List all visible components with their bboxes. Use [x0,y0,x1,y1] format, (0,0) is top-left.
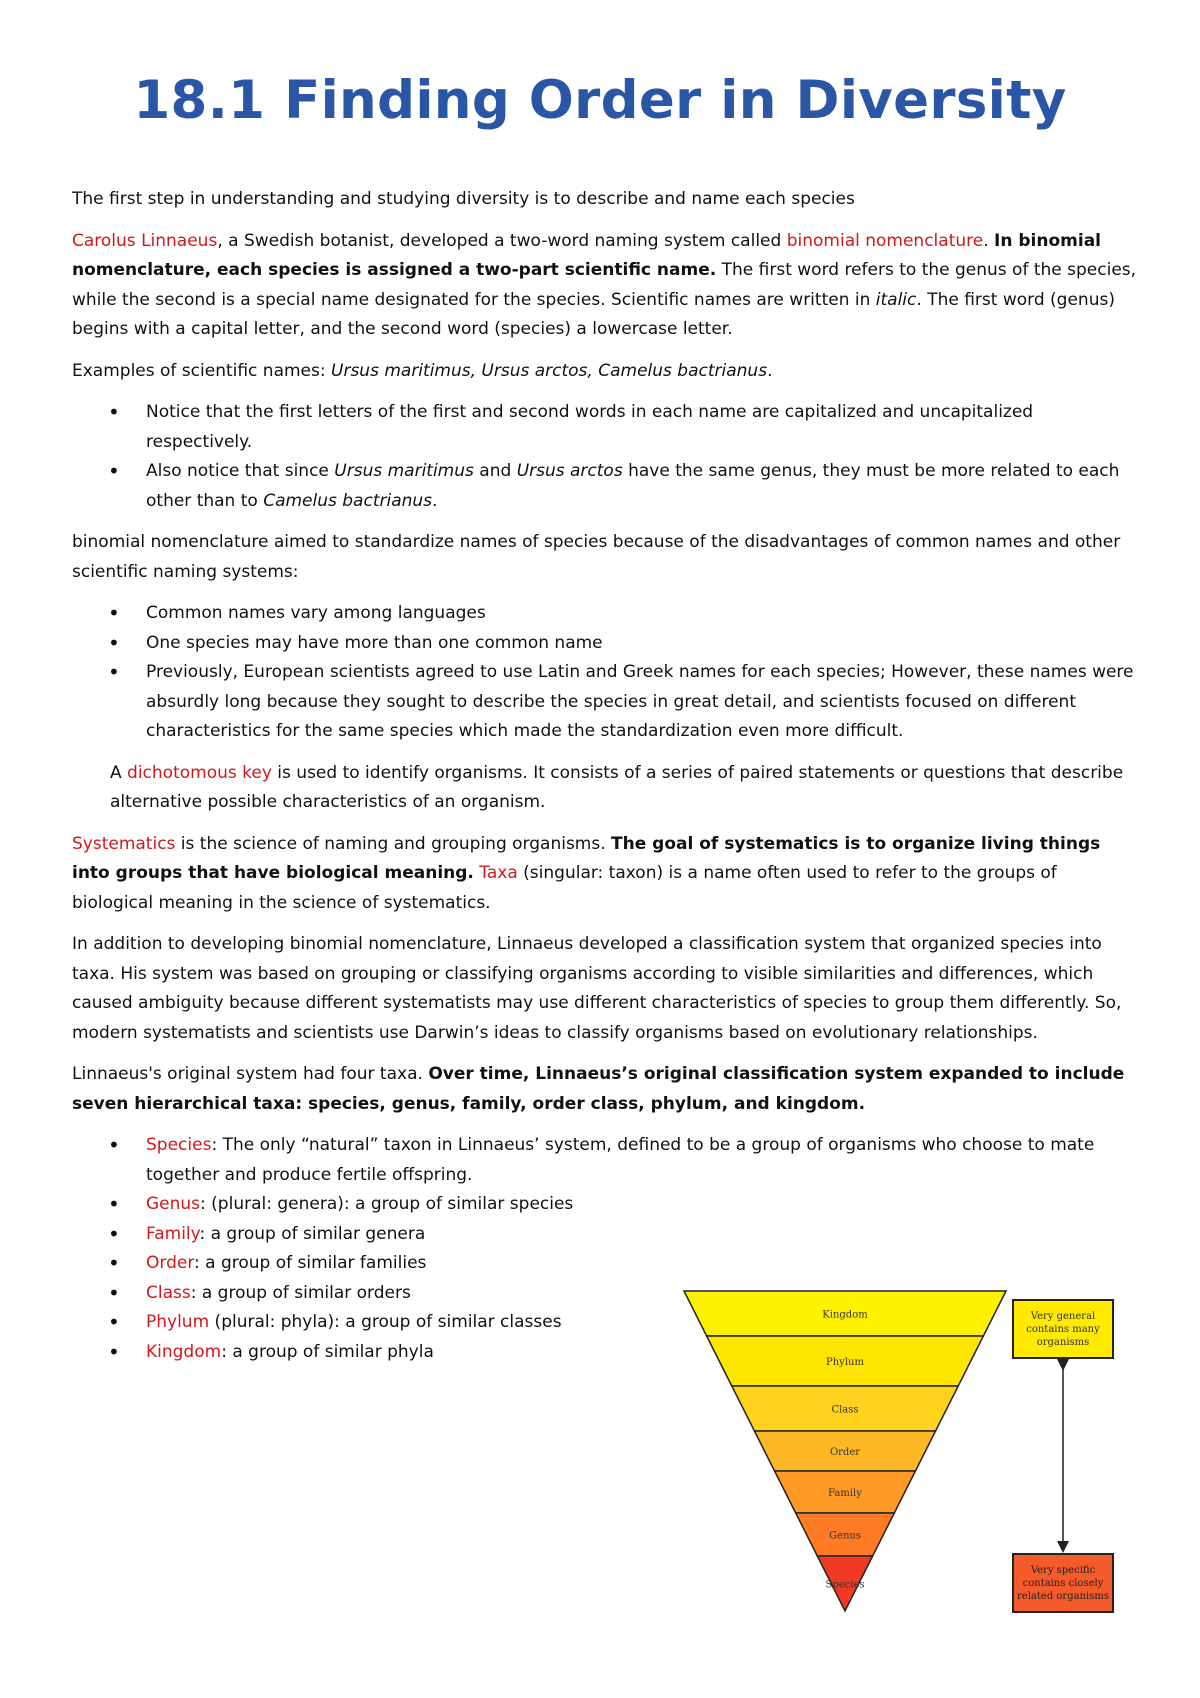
aim-paragraph: binomial nomenclature aimed to standardize names of species because of the disadvantages of common names and other scientific naming systems: [72,532,1121,582]
systematics-paragraph: Systematics is the science of naming and grouping organisms. The goal of systematics is to organize living things into groups that have biological meaning. Taxa (singular: taxon) is a name often used to refer to the groups of biological meaning in the science of systematics. [72,833,1101,913]
pyramid-label-order: Order [829,1447,861,1458]
taxon-item-genus: • Genus: (plural: genera): a group of similar species [72,1190,746,1220]
taxon-item-family: • Family: a group of similar genera [72,1220,746,1250]
term-carolus-linnaeus: Carolus Linnaeus [72,230,218,251]
binomial-paragraph: Carolus Linnaeus, a Swedish botanist, developed a two-word naming system called binomial nomenclature. In binomial nomenclature, each species is assigned a two-part scientific name. The first word refers to the genus of the species, while the second is a special name designated for the species. Scientific names are written in italic. The first word (genus) begins with a capital letter, and the second word (species) a lowercase letter. [72,230,1137,339]
taxon-item-phylum: • Phylum (plural: phyla): a group of similar classes [72,1308,746,1338]
specific-label-box: Very specific contains closely related organisms [1012,1553,1114,1613]
taxon-item-species: • Species: The only “natural” taxon in Linnaeus’ system, defined to be a group of organisms who choose to mate together and produce fertile offspring. [72,1131,1142,1190]
disadvantages-list [72,599,1142,747]
examples-paragraph: Examples of scientific names: Ursus maritimus, Ursus arctos, Camelus bactrianus. [72,360,773,381]
taxonomy-pyramid-diagram [680,1285,1120,1615]
binomial-bold-sentence: In binomial nomenclature, each species is assigned a two-part scientific name. [72,230,1101,280]
notes-list [72,398,1142,516]
term-binomial-nomenclature: binomial nomenclature [786,230,984,251]
page-title: 18.1 Finding Order in Diversity [133,70,1067,131]
pyramid-label-phylum: Phylum [826,1357,864,1368]
taxon-item-class: • Class: a group of similar orders [72,1279,746,1309]
example-names: Ursus maritimus, Ursus arctos, Camelus bactrianus [331,360,768,381]
dichotomous-key-paragraph: A dichotomous key is used to identify organisms. It consists of a series of paired statements or questions that describe alternative possible characteristics of an organism. [110,762,1124,812]
pyramid-label-class: Class [831,1404,859,1416]
term-dichotomous-key: dichotomous key [127,762,272,783]
list-item: • Notice that the first letters of the first and second words in each name are capitalized and uncapitalized respectively. [72,398,1142,457]
list-item: • Previously, European scientists agreed to use Latin and Greek names for each species; However, these names were absurdly long because they sought to describe the species in great detail, and scientists focused on different characteristics for the same species which made the standardization even more difficult. [72,658,1142,747]
intro-paragraph: The first step in understanding and studying diversity is to describe and name each species [72,189,855,209]
pyramid-label-kingdom: Kingdom [822,1309,868,1321]
taxon-item-kingdom: • Kingdom: a group of similar phyla [72,1338,746,1368]
term-taxa: Taxa [479,863,518,883]
pyramid-label-family: Family [828,1488,862,1499]
list-item: • Also notice that since Ursus maritimus and Ursus arctos have the same genus, they must be more related to each other than to Camelus bactrianus. [72,457,1142,516]
list-item: • Common names vary among languages [72,599,1142,629]
pyramid-label-species: Species [825,1579,865,1591]
term-systematics: Systematics [72,833,176,854]
general-label-box: Very general contains many organisms [1012,1299,1114,1359]
original-system-paragraph: Linnaeus's original system had four taxa. Over time, Linnaeus’s original classification system expanded to include seven hierarchical taxa: species, genus, family, order class, phylum, and kingdom. [72,1064,1125,1114]
taxon-item-order: • Order: a group of similar families [72,1249,746,1279]
pyramid-label-genus: Genus [829,1530,861,1542]
document-body [72,185,1142,1379]
list-item: • One species may have more than one common name [72,629,1142,659]
linnaeus-classification-paragraph: In addition to developing binomial nomenclature, Linnaeus developed a classification system that organized species into taxa. His system was based on grouping or classifying organisms according to visible similarities and differences, which caused ambiguity because different systematists may use different characteristics of species to group them differently. So, modern systematists and scientists use Darwin’s ideas to classify organisms based on evolutionary relationships. [72,934,1122,1043]
